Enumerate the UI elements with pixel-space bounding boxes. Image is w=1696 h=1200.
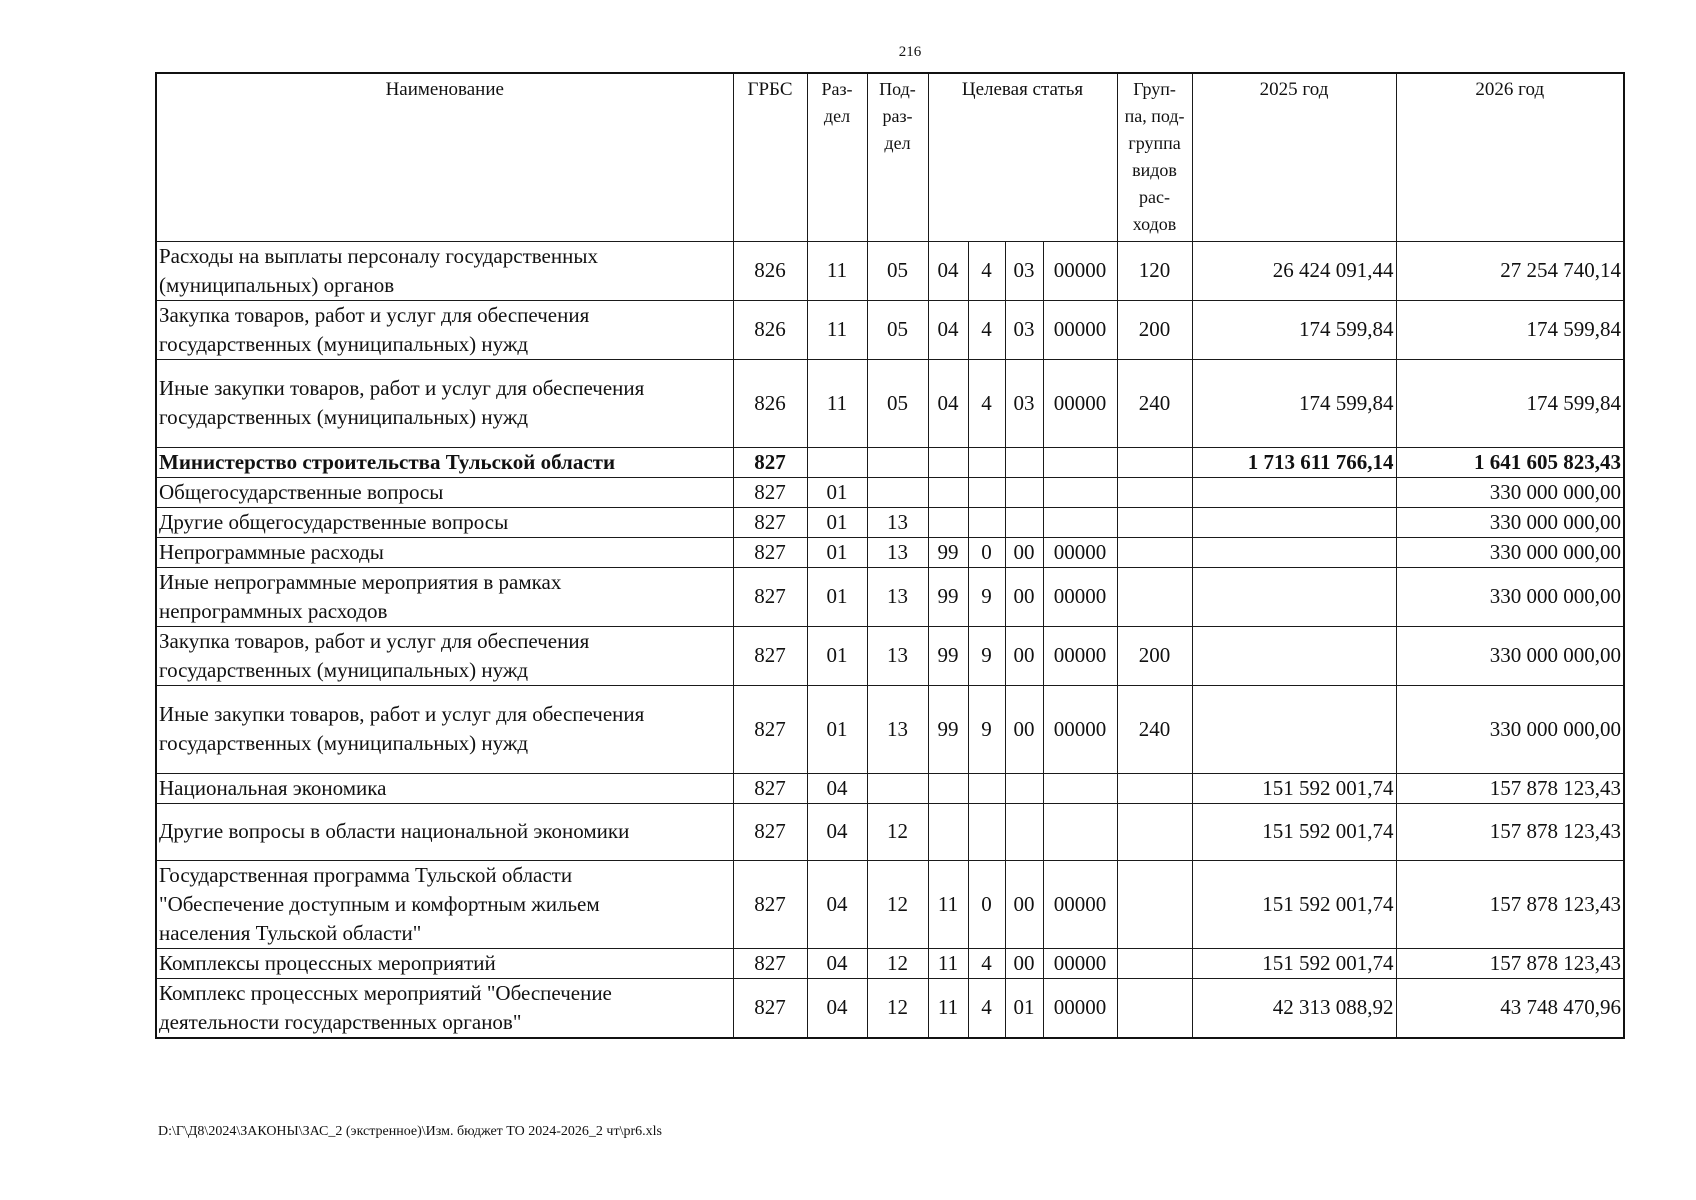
- target-subprogram-cell: [1005, 803, 1043, 860]
- header-grbs: ГРБС: [733, 73, 807, 241]
- target-type-cell: [968, 477, 1005, 507]
- amount-2026-cell: 157 878 123,43: [1396, 773, 1624, 803]
- grbs-cell: 827: [733, 860, 807, 948]
- expense-group-cell: [1117, 773, 1192, 803]
- target-program-cell: 99: [928, 537, 968, 567]
- expense-group-cell: [1117, 860, 1192, 948]
- grbs-cell: 827: [733, 447, 807, 477]
- target-type-cell: 9: [968, 685, 1005, 773]
- row-name-cell: Расходы на выплаты персоналу государственных (муниципальных) органов: [156, 241, 733, 300]
- amount-2026-cell: 330 000 000,00: [1396, 477, 1624, 507]
- target-program-cell: [928, 773, 968, 803]
- target-subprogram-cell: 01: [1005, 978, 1043, 1038]
- target-type-cell: [968, 803, 1005, 860]
- grbs-cell: 827: [733, 507, 807, 537]
- row-name-cell: Национальная экономика: [156, 773, 733, 803]
- target-program-cell: 04: [928, 359, 968, 447]
- table-row: [156, 447, 1624, 477]
- row-name-cell: Министерство строительства Тульской области: [156, 447, 733, 477]
- amount-2026-cell: 330 000 000,00: [1396, 626, 1624, 685]
- razdel-cell: 04: [807, 948, 867, 978]
- razdel-cell: 11: [807, 300, 867, 359]
- target-direction-cell: 00000: [1043, 567, 1117, 626]
- amount-2025-cell: 151 592 001,74: [1192, 860, 1396, 948]
- amount-2025-cell: [1192, 685, 1396, 773]
- grbs-cell: 827: [733, 948, 807, 978]
- grbs-cell: 826: [733, 300, 807, 359]
- razdel-cell: 01: [807, 537, 867, 567]
- target-subprogram-cell: 03: [1005, 241, 1043, 300]
- amount-2026-cell: 330 000 000,00: [1396, 537, 1624, 567]
- target-subprogram-cell: 00: [1005, 948, 1043, 978]
- razdel-cell: 01: [807, 685, 867, 773]
- razdel-cell: 04: [807, 978, 867, 1038]
- razdel-cell: 01: [807, 507, 867, 537]
- header-expense-group: Груп- па, под- группа видов рас- ходов: [1117, 73, 1192, 241]
- header-razdel: Раз- дел: [807, 73, 867, 241]
- podrazdel-cell: 12: [867, 860, 928, 948]
- target-program-cell: 04: [928, 300, 968, 359]
- target-type-cell: 4: [968, 978, 1005, 1038]
- target-direction-cell: [1043, 803, 1117, 860]
- table-row: [156, 860, 1624, 948]
- razdel-cell: 04: [807, 803, 867, 860]
- target-direction-cell: 00000: [1043, 537, 1117, 567]
- target-program-cell: 99: [928, 567, 968, 626]
- grbs-cell: 826: [733, 359, 807, 447]
- table-row: [156, 978, 1624, 1038]
- grbs-cell: 827: [733, 803, 807, 860]
- page-number: 216: [898, 44, 922, 60]
- amount-2025-cell: [1192, 626, 1396, 685]
- podrazdel-cell: 13: [867, 626, 928, 685]
- podrazdel-cell: [867, 477, 928, 507]
- target-subprogram-cell: 03: [1005, 359, 1043, 447]
- grbs-cell: 827: [733, 537, 807, 567]
- row-name-cell: Непрограммные расходы: [156, 537, 733, 567]
- grbs-cell: 827: [733, 685, 807, 773]
- target-subprogram-cell: 00: [1005, 685, 1043, 773]
- target-type-cell: [968, 773, 1005, 803]
- target-type-cell: [968, 447, 1005, 477]
- header-target-article: Целевая статья: [928, 73, 1117, 241]
- target-type-cell: 4: [968, 359, 1005, 447]
- grbs-cell: 827: [733, 567, 807, 626]
- razdel-cell: 11: [807, 359, 867, 447]
- target-subprogram-cell: 00: [1005, 860, 1043, 948]
- amount-2025-cell: [1192, 477, 1396, 507]
- target-program-cell: [928, 477, 968, 507]
- target-direction-cell: 00000: [1043, 948, 1117, 978]
- table-row: [156, 477, 1624, 507]
- target-program-cell: 99: [928, 626, 968, 685]
- razdel-cell: 04: [807, 773, 867, 803]
- row-name-cell: Государственная программа Тульской области "Обеспечение доступным и комфортным жильем населения Тульской области": [156, 860, 733, 948]
- target-subprogram-cell: 00: [1005, 626, 1043, 685]
- expense-group-cell: [1117, 447, 1192, 477]
- header-2025: 2025 год: [1192, 73, 1396, 241]
- target-program-cell: 11: [928, 860, 968, 948]
- row-name-cell: Закупка товаров, работ и услуг для обеспечения государственных (муниципальных) нужд: [156, 300, 733, 359]
- expense-group-cell: [1117, 978, 1192, 1038]
- amount-2026-cell: 1 641 605 823,43: [1396, 447, 1624, 477]
- header-podrazdel: Под- раз- дел: [867, 73, 928, 241]
- amount-2026-cell: 157 878 123,43: [1396, 948, 1624, 978]
- table-row: [156, 359, 1624, 447]
- table-row: [156, 537, 1624, 567]
- amount-2026-cell: 157 878 123,43: [1396, 860, 1624, 948]
- header-name: Наименование: [156, 73, 733, 241]
- table-row: [156, 300, 1624, 359]
- table-row: [156, 241, 1624, 300]
- target-type-cell: 4: [968, 948, 1005, 978]
- budget-table: [155, 72, 1625, 1039]
- file-path-footer: D:\Г\Д8\2024\ЗАКОНЫ\ЗАС_2 (экстренное)\Изм. бюджет ТО 2024-2026_2 чт\pr6.xls: [158, 1124, 662, 1139]
- row-name-cell: Иные закупки товаров, работ и услуг для обеспечения государственных (муниципальных) нужд: [156, 685, 733, 773]
- table-row: [156, 626, 1624, 685]
- grbs-cell: 826: [733, 241, 807, 300]
- podrazdel-cell: 13: [867, 507, 928, 537]
- target-direction-cell: [1043, 477, 1117, 507]
- target-direction-cell: 00000: [1043, 359, 1117, 447]
- razdel-cell: 11: [807, 241, 867, 300]
- expense-group-cell: [1117, 537, 1192, 567]
- target-type-cell: 4: [968, 241, 1005, 300]
- target-direction-cell: 00000: [1043, 685, 1117, 773]
- table-header-row: [156, 73, 1624, 241]
- target-type-cell: 0: [968, 860, 1005, 948]
- target-type-cell: 9: [968, 626, 1005, 685]
- amount-2026-cell: 330 000 000,00: [1396, 685, 1624, 773]
- expense-group-cell: 200: [1117, 626, 1192, 685]
- target-direction-cell: [1043, 507, 1117, 537]
- target-program-cell: 11: [928, 978, 968, 1038]
- row-name-cell: Другие общегосударственные вопросы: [156, 507, 733, 537]
- target-direction-cell: 00000: [1043, 860, 1117, 948]
- grbs-cell: 827: [733, 773, 807, 803]
- target-direction-cell: 00000: [1043, 978, 1117, 1038]
- podrazdel-cell: 12: [867, 948, 928, 978]
- podrazdel-cell: 05: [867, 359, 928, 447]
- podrazdel-cell: 13: [867, 567, 928, 626]
- podrazdel-cell: 12: [867, 978, 928, 1038]
- table-row: [156, 685, 1624, 773]
- row-name-cell: Закупка товаров, работ и услуг для обеспечения государственных (муниципальных) нужд: [156, 626, 733, 685]
- podrazdel-cell: 12: [867, 803, 928, 860]
- target-direction-cell: 00000: [1043, 300, 1117, 359]
- expense-group-cell: [1117, 507, 1192, 537]
- razdel-cell: 04: [807, 860, 867, 948]
- target-type-cell: 0: [968, 537, 1005, 567]
- target-subprogram-cell: 00: [1005, 537, 1043, 567]
- amount-2025-cell: 26 424 091,44: [1192, 241, 1396, 300]
- razdel-cell: 01: [807, 626, 867, 685]
- row-name-cell: Комплекс процессных мероприятий "Обеспечение деятельности государственных органов": [156, 978, 733, 1038]
- target-type-cell: [968, 507, 1005, 537]
- amount-2026-cell: 174 599,84: [1396, 359, 1624, 447]
- table-row: [156, 567, 1624, 626]
- amount-2026-cell: 174 599,84: [1396, 300, 1624, 359]
- razdel-cell: 01: [807, 567, 867, 626]
- amount-2025-cell: 174 599,84: [1192, 359, 1396, 447]
- amount-2025-cell: 42 313 088,92: [1192, 978, 1396, 1038]
- expense-group-cell: 200: [1117, 300, 1192, 359]
- amount-2025-cell: [1192, 537, 1396, 567]
- target-program-cell: [928, 803, 968, 860]
- target-subprogram-cell: [1005, 447, 1043, 477]
- podrazdel-cell: 13: [867, 537, 928, 567]
- target-subprogram-cell: [1005, 773, 1043, 803]
- amount-2025-cell: 151 592 001,74: [1192, 803, 1396, 860]
- amount-2025-cell: 151 592 001,74: [1192, 773, 1396, 803]
- grbs-cell: 827: [733, 477, 807, 507]
- target-subprogram-cell: [1005, 507, 1043, 537]
- amount-2025-cell: [1192, 507, 1396, 537]
- expense-group-cell: [1117, 567, 1192, 626]
- amount-2026-cell: 330 000 000,00: [1396, 507, 1624, 537]
- expense-group-cell: 120: [1117, 241, 1192, 300]
- amount-2025-cell: 151 592 001,74: [1192, 948, 1396, 978]
- amount-2025-cell: 174 599,84: [1192, 300, 1396, 359]
- expense-group-cell: 240: [1117, 685, 1192, 773]
- expense-group-cell: [1117, 803, 1192, 860]
- podrazdel-cell: 05: [867, 300, 928, 359]
- row-name-cell: Общегосударственные вопросы: [156, 477, 733, 507]
- target-direction-cell: [1043, 447, 1117, 477]
- expense-group-cell: [1117, 477, 1192, 507]
- target-subprogram-cell: [1005, 477, 1043, 507]
- target-type-cell: 9: [968, 567, 1005, 626]
- razdel-cell: 01: [807, 477, 867, 507]
- table-row: [156, 803, 1624, 860]
- row-name-cell: Другие вопросы в области национальной экономики: [156, 803, 733, 860]
- grbs-cell: 827: [733, 626, 807, 685]
- target-direction-cell: 00000: [1043, 626, 1117, 685]
- podrazdel-cell: [867, 447, 928, 477]
- razdel-cell: [807, 447, 867, 477]
- amount-2025-cell: 1 713 611 766,14: [1192, 447, 1396, 477]
- table-row: [156, 507, 1624, 537]
- target-program-cell: [928, 447, 968, 477]
- target-type-cell: 4: [968, 300, 1005, 359]
- target-subprogram-cell: 00: [1005, 567, 1043, 626]
- amount-2026-cell: 157 878 123,43: [1396, 803, 1624, 860]
- table-row: [156, 948, 1624, 978]
- amount-2026-cell: 27 254 740,14: [1396, 241, 1624, 300]
- grbs-cell: 827: [733, 978, 807, 1038]
- table-row: [156, 773, 1624, 803]
- podrazdel-cell: [867, 773, 928, 803]
- expense-group-cell: 240: [1117, 359, 1192, 447]
- table-body: [156, 241, 1624, 1038]
- target-program-cell: 99: [928, 685, 968, 773]
- target-program-cell: 04: [928, 241, 968, 300]
- target-program-cell: [928, 507, 968, 537]
- row-name-cell: Иные непрограммные мероприятия в рамках непрограммных расходов: [156, 567, 733, 626]
- target-subprogram-cell: 03: [1005, 300, 1043, 359]
- podrazdel-cell: 13: [867, 685, 928, 773]
- amount-2026-cell: 330 000 000,00: [1396, 567, 1624, 626]
- header-2026: 2026 год: [1396, 73, 1624, 241]
- target-program-cell: 11: [928, 948, 968, 978]
- row-name-cell: Комплексы процессных мероприятий: [156, 948, 733, 978]
- podrazdel-cell: 05: [867, 241, 928, 300]
- amount-2025-cell: [1192, 567, 1396, 626]
- expense-group-cell: [1117, 948, 1192, 978]
- target-direction-cell: 00000: [1043, 241, 1117, 300]
- row-name-cell: Иные закупки товаров, работ и услуг для обеспечения государственных (муниципальных) нужд: [156, 359, 733, 447]
- amount-2026-cell: 43 748 470,96: [1396, 978, 1624, 1038]
- target-direction-cell: [1043, 773, 1117, 803]
